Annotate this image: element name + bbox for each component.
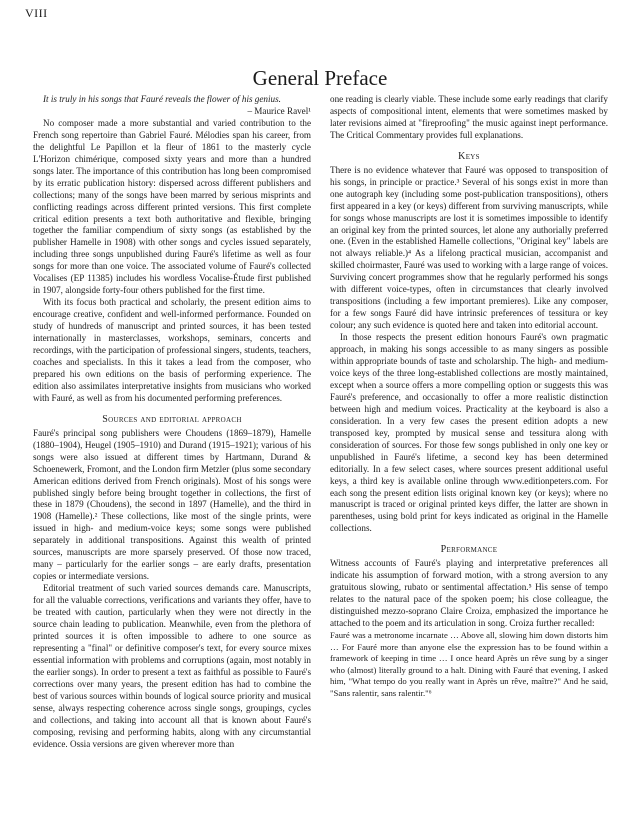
sources-paragraph: Editorial treatment of such varied sources demands care. Manuscripts, for all the valuable corrections, verifications and variants they offer, have to be treated with caution, particularly when they were not directly in the source chain leading to publication. Meanwhile, even from the plethora of printed sources it is often impossible to adhere to one source as representing a "final" or definitive composer's text, for every source mixes essential information with problems and corruptions (again, most notably in the earlier songs). In order to present a text as faithful as possible to Fauré's corrections over many years, the present edition has had to combine the best of various sources within bounds of logical source priority and musical sense, always respecting coherence across single songs, groupings, cycles and collections, and taking into account all that is known about Fauré's composing, revising and performing habits, along with any circumstantial evidence. Ossia versions are given wherever more than [33,583,311,749]
left-column [33,94,311,750]
performance-heading: Performance [440,544,498,556]
epigraph-quote: It is truly in his songs that Fauré reveals the flower of his genius. [43,94,281,104]
epigraph-attribution: – Maurice Ravel¹ [247,105,311,116]
intro-paragraph: No composer made a more substantial and varied contribution to the French song repertoire than Gabriel Fauré. Mélodies span his career, from the delightful Le Papillon et la fleur of 1861 to the masterly cycle L'Horizon chimérique, composed sixty years and more than a hundred songs later. The importance of this contribution has long been compromised by its erratic publication history: dispersed across different publishers and collections; many of the songs have been marred by serious misprints and conflicting readings across different printed versions. This first complete critical edition presents a text both authoritative and flexible, bringing together the familiar compendium of sixty songs (as established by the publisher Hamelle in 1908) with other songs and cycles issued separately, including three songs unpublished during Fauré's lifetime as well as four songs for more than one voice. The associated volume of Fauré's collected Vocalises (EP 11385) includes his wordless Vocalise-Étude first published in 1907, alongside forty-four others published for the first time. [33,117,311,296]
keys-heading: Keys [458,150,480,162]
page-title: General Preface [252,66,388,91]
sources-heading: Sources and editorial approach [102,413,242,425]
keys-paragraph: There is no evidence whatever that Fauré was opposed to transposition of his songs, in principle or practice.³ Several of his songs exist in more than one autograph key (including some post-publication transpositions), others first appeared in a key (or keys) different from surviving manuscripts, while for songs whose manuscripts are lost it is sometimes impossible to identify an original key from the printed sources, let alone any authorially preferred one. (Even in the established Hamelle collections, "Original key" labels are not always reliable.)⁴ As a lifelong practical musician, accompanist and skilled choirmaster, Fauré was used to working with a large range of voices. Surviving concert programmes show that he regularly performed his songs with different voice-types, often in circumstances that clearly involved transpositions (including a few important premieres). Like any composer, for a few songs Fauré did have intrinsic preferences of tessitura or key colour; any such evidence is quoted here and taken into editorial account. [330,164,608,331]
continuation-paragraph: one reading is clearly viable. These include some early readings that clarify aspects of compositional intent, elements that were sometimes masked by later revisions aimed at "fireproofing" the music against inept performance. The Critical Commentary provides full explanations. [330,94,608,140]
performance-paragraph: Witness accounts of Fauré's playing and interpretative preferences all indicate his assumption of forward motion, with a strong aversion to any gratuitous slowing, rubato or sentimental affectation.⁵ His sense of tempo relates to the natural pace of the spoken poem; his close colleague, the distinguished mezzo-soprano Claire Croiza, emphasized the importance he attached to the poem and its articulation in song. Croiza further recalled: [330,558,608,629]
croiza-quote: Fauré was a metronome incarnate … Above all, slowing him down distorts him … For Fauré more than anyone else the expression has to be found within a framework of keeping in time … I once heard Après un rêve sung by a singer who (almost) literally ground to a halt. Dining with Fauré that evening, I asked him, "What tempo do you really want in Après un rêve, maître?" And he said, "Sans ralentir, sans ralentir."⁶ [330,629,608,698]
right-column [330,94,608,700]
page-number: VIII [25,6,48,20]
keys-paragraph: In those respects the present edition honours Fauré's own pragmatic approach, in making his songs accessible to as many singers as possible within appropriate bounds of taste and scholarship. The high- and medium-voice keys of the three long-established collections are mostly maintained, except when a source offers a more compelling option or suggests this was Fauré's preference, and occasionally to offer a more realistic distinction between high and medium voices. Practicality at the keyboard is also a consideration. In a very few cases the present edition adopts a new transposed key, prompted by musical sense and tessitura along with consideration of sources. For those few songs published in only one key or unpublished in Fauré's lifetime, a second key has been determined editorially. In a few select cases, where sources present additional useful keys, a third key is available online through www.editionpeters.com. For each song the present edition lists original known key (or keys); where no manuscript is traced or original printed keys differ, the latter are shown in parentheses, using bold print for keys indicated as original in the Hamelle collections. [330,332,608,534]
intro-paragraph: With its focus both practical and scholarly, the present edition aims to encourage creative, confident and well-informed performance. Founded on study of hundreds of manuscript and printed sources, it has been tested internationally in masterclasses, workshops, seminars, concerts and recordings, with the participation of professional singers, students, teachers, coaches and specialists. In this it takes a lead from the composer, who prepared his own editions on the basis of performing experience. The edition also assimilates interpretative insights from musicians who worked with Fauré, as well as from his documented performing preferences. [33,297,311,403]
sources-paragraph: Fauré's principal song publishers were Choudens (1869–1879), Hamelle (1880–1904), Heugel (1905–1910) and Durand (1915–1921); various of his songs were also issued at different times by Hartmann, Durand & Schoenewerk, Fromont, and the London firm Metzler (plus some secondary American editions derived from French originals). Most of his songs were published singly before being brought together in collections, the first of these in 1879 (Choudens), the second in 1897 (Hamelle), and the third in 1908 (Hamelle).² These collections, like most of the single prints, were issued in high- and medium-voice keys; some songs were published separately in additional transpositions. Against this wealth of printed sources, manuscripts are more sparsely preserved. Of those now traced, many – particularly for the earlier songs – are early drafts, presentation copies or intermediate versions. [33,427,311,582]
